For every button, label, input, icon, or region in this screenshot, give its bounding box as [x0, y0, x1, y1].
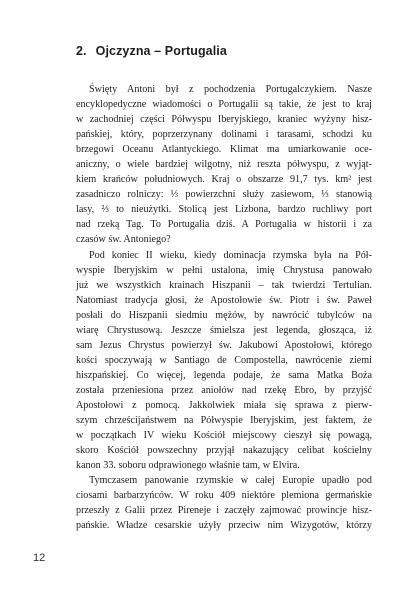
text-line: pańskie. Władze cesarskie użyły przeciw nim Wizygotów, którzy: [76, 520, 372, 532]
text-line: Tymczasem panowanie rzymskie w całej Europie upadło pod: [89, 475, 372, 487]
text-line: kanon 33. soboru odprawionego właśnie tam, w Elvira.: [76, 460, 300, 472]
text-line: zasadniczo rolniczy: ⅓ powierzchni służy zasiewom, ⅓ stanowią: [76, 189, 372, 201]
text-line: czasów św. Antoniego?: [76, 234, 171, 246]
text-line: w początkach IV wieku Kościół miejscowy cieszył się powagą,: [76, 430, 372, 442]
text-line: posłali do Hiszpanii siedmiu mężów, by nawrócić tubylców na: [76, 309, 372, 321]
text-line: aniczny, o wiele bardziej wilgotny, niż reszta półwyspu, z wyjąt-: [76, 159, 372, 171]
text-line: skoro Kościół powszechny przyjął nakazujący celibat kościelny: [76, 445, 372, 457]
section-number: 2.: [76, 44, 87, 58]
text-line: ciosami barbarzyńców. W roku 409 niektóre plemiona germańskie: [76, 490, 372, 502]
text-line: wiarę Chrystusową. Jeszcze śmielsza jest legenda, głosząca, iż: [76, 324, 372, 336]
text-line: nad rzeką Tag. To Portugalia dziś. A Portugalia w historii i za: [76, 219, 372, 231]
text-line: została przeniesiona przez aniołów nad rzekę Ebro, by przyjść: [76, 384, 372, 396]
text-line: w zachodniej części Półwyspu Iberyjskiego, kraniec wyżyny hisz-: [76, 114, 372, 126]
text-line: Apostołowi z pomocą. Jakkolwiek miała się sprawa z pierw-: [76, 399, 372, 411]
text-line: kości spoczywają w Santiago de Compostella, nawrócenie ziemi: [76, 354, 372, 366]
body-text: [76, 82, 372, 533]
text-line: encyklopedyczne wiadomości o Portugalii są takie, że jest to kraj: [76, 99, 372, 111]
text-line: wyspie Iberyjskim w pełni ustalona, imię Chrystusa panowało: [76, 264, 372, 276]
section-title: Ojczyzna – Portugalia: [95, 44, 227, 58]
section-heading: [76, 44, 227, 58]
text-line: kiem krańców południowych. Kraj o obszarze 91,7 tys. km² jest: [76, 174, 372, 186]
text-line: sam Jezus Chrystus powierzył św. Jakubowi Apostołowi, którego: [76, 339, 372, 351]
text-line: pańskiej, który, poprzerzynany dolinami i tarasami, schodzi ku: [76, 129, 372, 141]
text-line: przeszły z Galii przez Pireneje i zaczęły zajmować prowincje hisz-: [76, 505, 372, 517]
text-line: Natomiast tradycja głosi, że Apostołowie św. Piotr i św. Paweł: [76, 294, 372, 306]
text-line: Pod koniec II wieku, kiedy dominacja rzymska była na Pół-: [89, 249, 372, 261]
text-line: już we wszystkich krainach Hiszpanii – tak twierdzi Tertulian.: [76, 279, 372, 291]
text-line: Święty Antoni był z pochodzenia Portugalczykiem. Nasze: [89, 84, 372, 95]
page-number: 12: [33, 552, 46, 564]
text-line: lasy, ⅔ to nieużytki. Stolicą jest Lizbona, bardzo ruchliwy port: [76, 204, 372, 216]
text-line: brzegowi Oceanu Atlantyckiego. Klimat ma umiarkowanie oce-: [76, 144, 372, 156]
text-line: szym chrześcijaństwem na Półwyspie Iberyjskim, jest faktem, że: [76, 415, 372, 427]
text-line: hiszpańskiej. Co więcej, legenda podaje, że sama Matka Boża: [76, 369, 372, 381]
